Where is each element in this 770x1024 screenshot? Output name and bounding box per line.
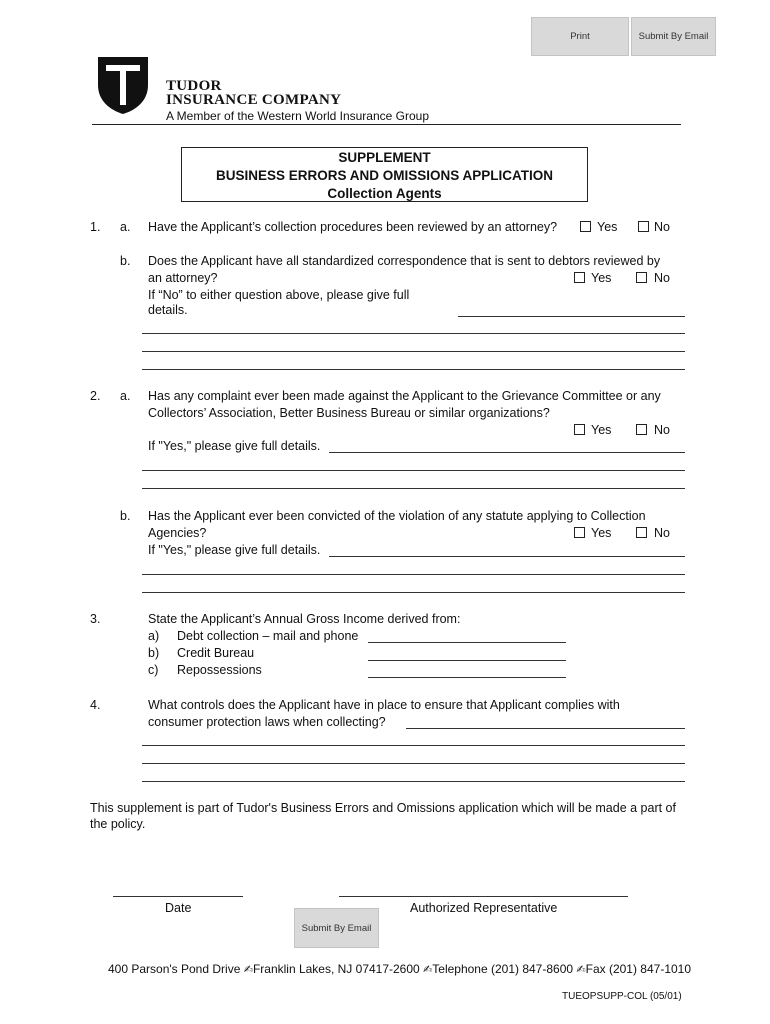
company-name-line1: TUDOR [166,78,222,94]
closing-statement-line2: the policy. [90,817,146,831]
q1b-text-line2: an attorney? [148,271,218,285]
footer-address: 400 Parson's Pond Drive [108,962,241,976]
tudor-shield-logo [96,55,150,115]
q2b-text-line1: Has the Applicant ever been convicted of the violation of any statute applying to Collection [148,509,646,523]
q1a-letter: a. [120,220,131,234]
q4-details-field[interactable] [406,728,685,729]
form-title-box [181,147,588,202]
q3-item-c-letter: c) [148,663,159,677]
q3-text: State the Applicant’s Annual Gross Income derived from: [148,612,461,626]
title-supplement: SUPPLEMENT [338,150,431,165]
submit-by-email-button-top[interactable]: Submit By Email [631,17,716,56]
authorized-representative-label: Authorized Representative [410,901,558,915]
q2a-details-field[interactable] [329,452,685,453]
q2a-yes-checkbox[interactable] [574,424,585,435]
q4-details-line-3[interactable] [142,781,685,782]
q1-details-line-3[interactable] [142,369,685,370]
q3-item-c-label: Repossessions [177,663,262,677]
q3-item-a-letter: a) [148,629,160,643]
q1-number: 1. [90,220,101,234]
q4-number: 4. [90,698,101,712]
q1b-yes-checkbox[interactable] [574,272,585,283]
title-collection-agents: Collection Agents [327,186,442,201]
q4-text-line2: consumer protection laws when collecting? [148,715,386,729]
q2b-details-field[interactable] [329,556,685,557]
header-rule [92,124,681,125]
footer-sep-icon-1: ✍ [243,963,253,976]
q1b-no-checkbox[interactable] [636,272,647,283]
q2a-no-checkbox[interactable] [636,424,647,435]
q1b-yes-label: Yes [591,271,612,285]
q3-item-c-field[interactable] [368,677,566,678]
q2b-letter: b. [120,509,131,523]
q4-text-line1: What controls does the Applicant have in place to ensure that Applicant complies with [148,698,620,712]
q3-item-b-field[interactable] [368,660,566,661]
q1b-text-line1: Does the Applicant have all standardized correspondence that is sent to debtors reviewed by [148,254,661,268]
q2-number: 2. [90,389,101,403]
q3-item-b-letter: b) [148,646,160,660]
q3-number: 3. [90,612,101,626]
q1-details-prompt-line1: If “No” to either question above, please give full [148,288,410,302]
title-application: BUSINESS ERRORS AND OMISSIONS APPLICATION [215,168,554,183]
q2a-details-line-1[interactable] [142,470,685,471]
q2b-yes-checkbox[interactable] [574,527,585,538]
q3-item-a-field[interactable] [368,642,566,643]
q1-details-prompt-line2: details. [148,303,188,317]
q4-details-line-2[interactable] [142,763,685,764]
q3-item-b-label: Credit Bureau [177,646,255,660]
q2a-text-line1: Has any complaint ever been made against the Applicant to the Grievance Committee or any [148,389,661,403]
q1a-no-label: No [654,220,670,234]
q4-details-line-1[interactable] [142,745,685,746]
submit-by-email-button-bottom[interactable]: Submit By Email [294,908,379,948]
footer-sep-icon-2: ✍ [423,963,433,976]
q2b-details-line-2[interactable] [142,592,685,593]
q2a-no-label: No [654,423,670,437]
q1a-yes-label: Yes [597,220,618,234]
q2a-yes-label: Yes [591,423,612,437]
q1b-no-label: No [654,271,670,285]
q1-details-line-1[interactable] [142,333,685,334]
q2b-text-line2: Agencies? [148,526,207,540]
footer-city: Franklin Lakes, NJ 07417-2600 [252,962,420,976]
q2a-letter: a. [120,389,131,403]
footer-phone: Telephone (201) 847-8600 [432,962,574,976]
q2b-details-prompt: If "Yes," please give full details. [148,543,321,557]
authorized-representative-field[interactable] [339,896,628,897]
member-tagline: A Member of the Western World Insurance Group [166,109,430,123]
q2a-details-prompt: If "Yes," please give full details. [148,439,321,453]
q3-item-a-label: Debt collection – mail and phone [177,629,359,643]
closing-statement-line1: This supplement is part of Tudor's Business Errors and Omissions application which will be made a part of [90,801,676,815]
q1-details-line-2[interactable] [142,351,685,352]
company-name-line2: INSURANCE COMPANY [166,92,342,108]
date-label: Date [165,901,192,915]
date-field[interactable] [113,896,243,897]
q2b-no-label: No [654,526,670,540]
print-button[interactable]: Print [531,17,629,56]
q1a-yes-checkbox[interactable] [580,221,591,232]
q1-details-field[interactable] [458,316,685,317]
q2b-yes-label: Yes [591,526,612,540]
q2a-text-line2: Collectors’ Association, Better Business Bureau or similar organizations? [148,406,550,420]
q1b-letter: b. [120,254,131,268]
footer-sep-icon-3: ✍ [576,963,586,976]
footer-fax: Fax (201) 847-1010 [585,962,692,976]
q1a-no-checkbox[interactable] [638,221,649,232]
form-code: TUEOPSUPP-COL (05/01) [562,991,682,1002]
q2b-details-line-1[interactable] [142,574,685,575]
q1a-text: Have the Applicant’s collection procedures been reviewed by an attorney? [148,220,558,234]
q2a-details-line-2[interactable] [142,488,685,489]
footer-contact [108,962,691,976]
q2b-no-checkbox[interactable] [636,527,647,538]
